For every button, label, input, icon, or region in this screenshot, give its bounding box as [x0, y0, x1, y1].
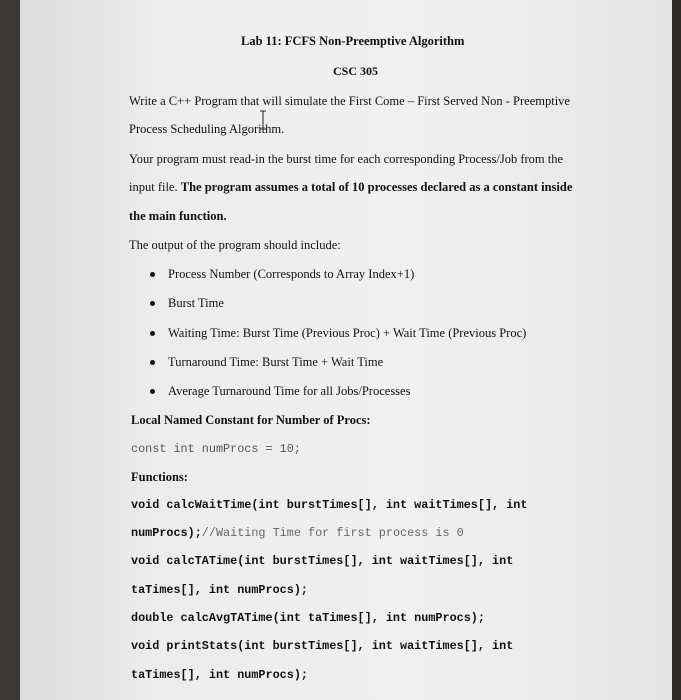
- intro-line-2: Process Scheduling Algorithm.: [129, 122, 285, 136]
- output-bullet-5: Average Turnaround Time for all Jobs/Processes: [168, 384, 411, 398]
- constant-heading: Local Named Constant for Number of Procs:: [131, 413, 371, 427]
- output-bullet-1: Process Number (Corresponds to Array Index+1): [168, 267, 415, 281]
- function-line-2: [131, 525, 464, 540]
- bullet-dot: [150, 360, 155, 365]
- text-cursor-icon: [259, 110, 267, 130]
- function-line-2-comment: //Waiting Time for first process is 0: [201, 526, 464, 540]
- bullet-dot: [150, 272, 155, 277]
- output-bullet-3: Waiting Time: Burst Time (Previous Proc) + Wait Time (Previous Proc): [168, 326, 527, 340]
- function-line-4: taTimes[], int numProcs);: [131, 583, 308, 597]
- document-title: Lab 11: FCFS Non-Preemptive Algorithm: [241, 34, 465, 48]
- function-line-2-code: numProcs);: [131, 526, 202, 540]
- page-edge-shadow: [672, 0, 681, 700]
- bullet-dot: [150, 389, 155, 394]
- requirements-line-1: Your program must read-in the burst time for each corresponding Process/Job from the: [129, 152, 564, 166]
- functions-heading: Functions:: [131, 470, 188, 484]
- bullet-dot: [150, 301, 155, 306]
- constant-code: const int numProcs = 10;: [131, 442, 301, 456]
- function-line-1: void calcWaitTime(int burstTimes[], int waitTimes[], int: [131, 498, 528, 512]
- function-line-3: void calcTATime(int burstTimes[], int waitTimes[], int: [131, 554, 514, 568]
- bullet-dot: [150, 331, 155, 336]
- function-line-6: void printStats(int burstTimes[], int waitTimes[], int: [131, 639, 514, 653]
- intro-line-1: Write a C++ Program that will simulate the First Come – First Served Non - Preemptive: [129, 94, 570, 108]
- requirements-line-3: the main function.: [129, 209, 227, 223]
- requirements-line-2-bold: The program assumes a total of 10 processes declared as a constant inside: [180, 180, 573, 194]
- function-line-7: taTimes[], int numProcs);: [131, 668, 308, 682]
- course-code: CSC 305: [333, 64, 379, 78]
- output-bullet-4: Turnaround Time: Burst Time + Wait Time: [168, 355, 384, 369]
- requirements-line-2: [129, 180, 572, 195]
- requirements-line-2-plain: input file.: [129, 180, 181, 194]
- output-bullet-2: Burst Time: [168, 296, 224, 310]
- output-heading: The output of the program should include:: [129, 238, 341, 252]
- function-line-5: double calcAvgTATime(int taTimes[], int numProcs);: [131, 611, 485, 625]
